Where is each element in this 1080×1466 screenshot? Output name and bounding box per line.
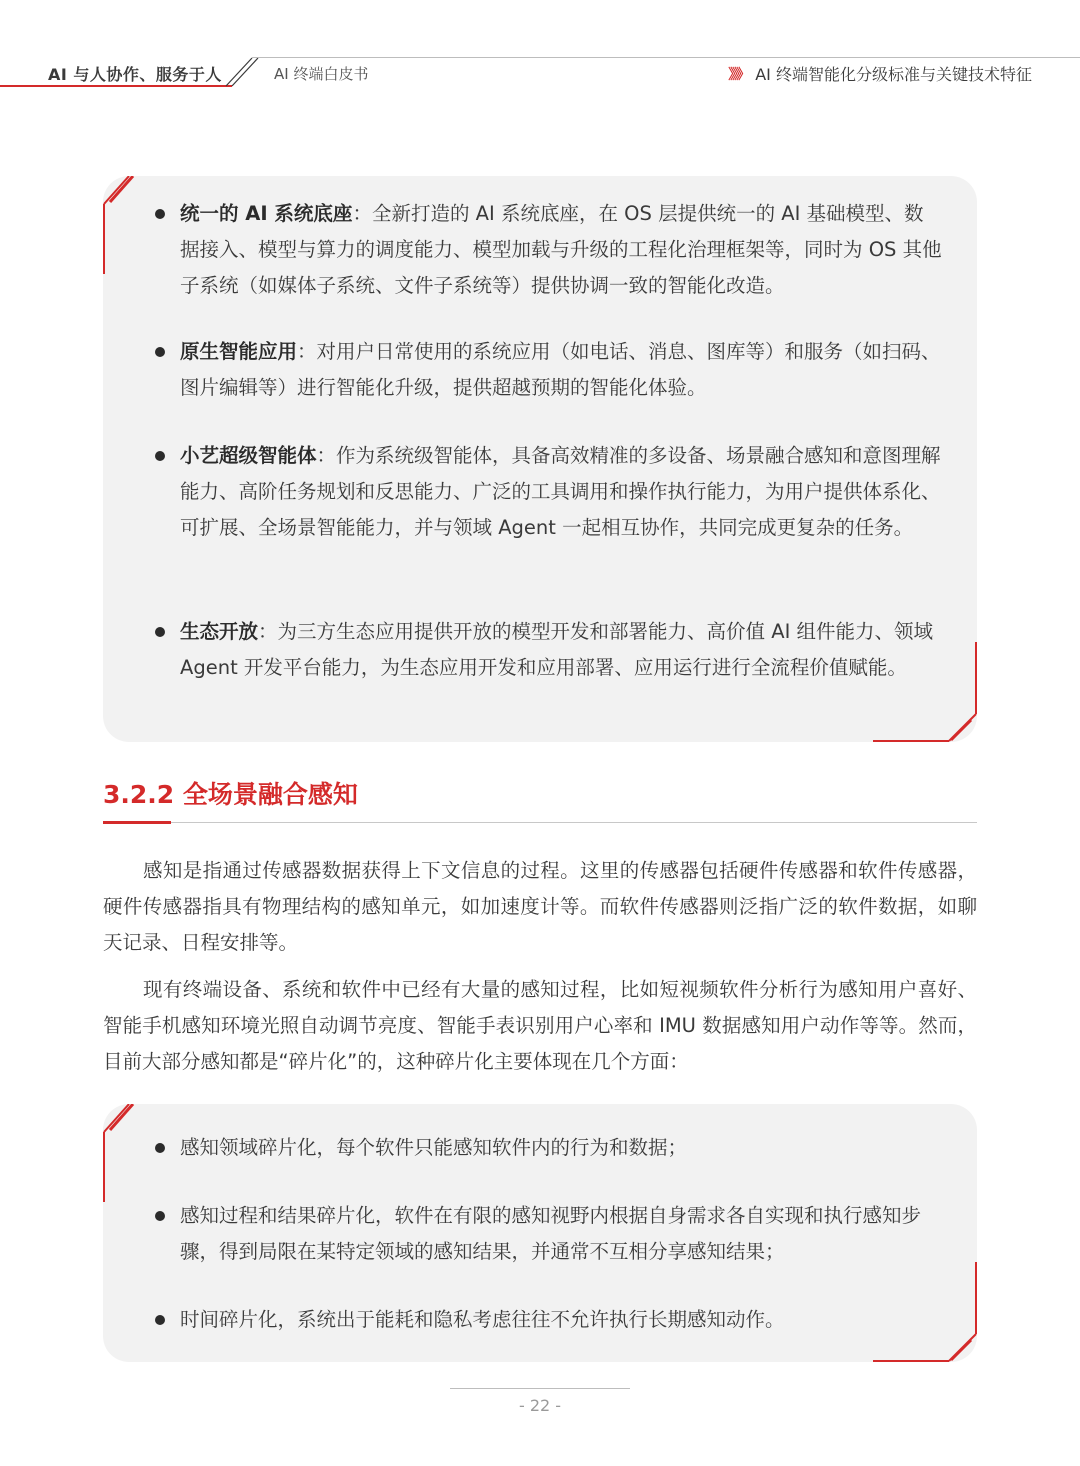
list-item [153, 1198, 943, 1270]
bullet-icon [155, 347, 165, 357]
chevrons-icon: 》》》 [728, 66, 748, 83]
page-header [0, 0, 1080, 100]
fragmentation-callout-box [103, 1104, 977, 1362]
header-grey-rule [252, 57, 1080, 58]
corner-accent-bottom-right [873, 1258, 977, 1362]
term-separator: ： [316, 444, 337, 467]
list-item [153, 614, 943, 686]
list-item-text: 感知领域碎片化，每个软件只能感知软件内的行为和数据； [180, 1136, 688, 1159]
list-item [153, 438, 943, 546]
corner-accent-top-left [103, 1104, 143, 1204]
list-item [153, 196, 943, 304]
bullet-icon [155, 627, 165, 637]
corner-accent-top-left [103, 176, 143, 276]
bullet-icon [155, 1211, 165, 1221]
bullet-icon [155, 1143, 165, 1153]
list-item-term: 统一的 AI 系统底座 [180, 202, 353, 225]
list-item [153, 334, 943, 406]
section-rule-accent [103, 821, 171, 824]
list-item [153, 1130, 943, 1166]
page-number: - 22 - [518, 1396, 562, 1415]
bullet-icon [155, 209, 165, 219]
feature-callout-box [103, 176, 977, 742]
list-item-text: 作为系统级智能体，具备高效精准的多设备、场景融合感知和意图理解能力、高阶任务规划和反思能力、广泛的工具调用和操作执行能力，为用户提供体系化、可扩展、全场景智能能力，并与领域 Agent 一起相互协作，共同完成更复杂的任务。 [180, 444, 941, 539]
term-separator: ： [297, 340, 317, 363]
list-item-text: 为三方生态应用提供开放的模型开发和部署能力、高价值 AI 组件能力、领域 Agent 开发平台能力，为生态应用开发和应用部署、应用运行进行全流程价值赋能。 [180, 620, 934, 679]
header-chapter-title: AI 终端智能化分级标准与关键技术特征 [755, 65, 1032, 84]
term-separator: ： [352, 202, 372, 225]
section-heading: 3.2.2 全场景融合感知 [103, 780, 358, 809]
corner-accent-bottom-right [873, 638, 977, 742]
footer-rule [450, 1388, 630, 1389]
list-item-term: 原生智能应用 [180, 340, 298, 363]
header-slash-divider [0, 0, 260, 100]
list-item-text: 感知过程和结果碎片化，软件在有限的感知视野内根据自身需求各自实现和执行感知步骤，得到局限在某特定领域的感知结果，并通常不互相分享感知结果； [180, 1204, 922, 1263]
list-item-term: 生态开放 [180, 620, 259, 643]
header-doc-title: AI 终端白皮书 [274, 65, 369, 83]
list-item-text: 时间碎片化，系统出于能耗和隐私考虑往往不允许执行长期感知动作。 [180, 1308, 785, 1331]
header-chapter [728, 62, 1032, 85]
list-item [153, 1302, 943, 1338]
list-item-term: 小艺超级智能体 [180, 444, 317, 467]
header-slogan: AI 与人协作、服务于人 [48, 65, 222, 84]
body-paragraph: 感知是指通过传感器数据获得上下文信息的过程。这里的传感器包括硬件传感器和软件传感器，硬件传感器指具有物理结构的感知单元，如加速度计等。而软件传感器则泛指广泛的软件数据，如聊天记录、日程安排等。 [103, 859, 977, 954]
section-rule [103, 822, 977, 823]
body-paragraph: 现有终端设备、系统和软件中已经有大量的感知过程，比如短视频软件分析行为感知用户喜好、智能手机感知环境光照自动调节亮度、智能手表识别用户心率和 IMU 数据感知用户动作等等。然而，目前大部分感知都是“碎片化”的，这种碎片化主要体现在几个方面： [103, 978, 977, 1073]
list-item-text: 对用户日常使用的系统应用（如电话、消息、图库等）和服务（如扫码、图片编辑等）进行智能化升级，提供超越预期的智能化体验。 [180, 340, 941, 399]
term-separator: ： [258, 620, 278, 643]
list-item-text: 全新打造的 AI 系统底座，在 OS 层提供统一的 AI 基础模型、数据接入、模型与算力的调度能力、模型加载与升级的工程化治理框架等，同时为 OS 其他子系统（如媒体子系统、文件子系统等）提供协调一致的智能化改造。 [180, 202, 942, 297]
bullet-icon [155, 451, 165, 461]
bullet-icon [155, 1315, 165, 1325]
